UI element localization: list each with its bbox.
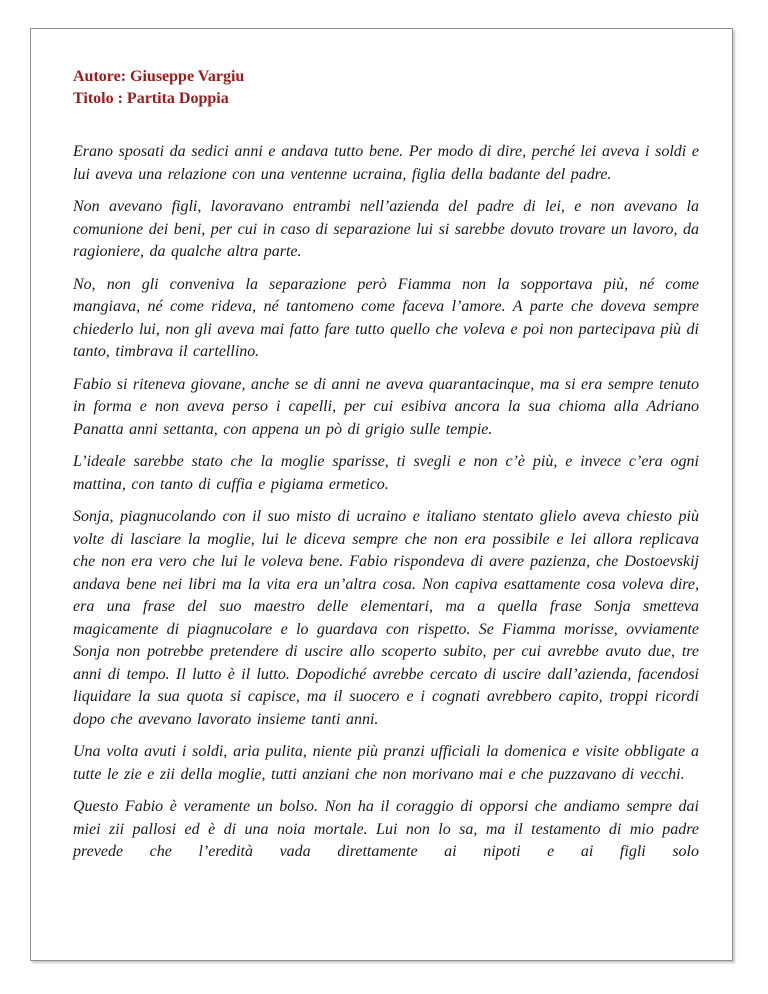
- page-content: [31, 29, 732, 864]
- paragraph: Questo Fabio è veramente un bolso. Non ha il coraggio di opporsi che andiamo sempre dai miei zii pallosi ed è di una noia mortale. Lui non lo sa, ma il testamento di mio padre prevede che l’eredità vada direttamente ai nipoti e ai figli solo: [73, 798, 699, 860]
- paragraph: Sonja, piagnucolando con il suo misto di ucraino e italiano stentato glielo aveva chiesto più volte di lasciare la moglie, lui le diceva sempre che non era possibile e lei allora replicava che non era vero che lui le voleva bene. Fabio rispondeva di avere pazienza, che Dostoevskij andava bene nei libri ma la vita era un’altra cosa. Non capiva esattamente cosa voleva dire, era una frase del suo maestro delle elementari, ma a quella frase Sonja smetteva magicamente di piagnucolare e lo guardava con rispetto. Se Fiamma morisse, ovviamente Sonja non potrebbe pretendere di uscire allo scoperto subito, per cui avrebbe avuto due, tre anni di tempo. Il lutto è il lutto. Dopodiché avrebbe cercato di uscire dall’azienda, facendosi liquidare la sua quota si capisce, ma il suocero e i cognati avrebbero capito, troppi ricordi dopo che avevano lavorato insieme tanti anni.: [73, 508, 699, 728]
- paragraph: Una volta avuti i soldi, aria pulita, niente più pranzi ufficiali la domenica e visite obbligate a tutte le zie e zii della moglie, tutti anziani che non morivano mai e che puzzavano di vecchi.: [73, 743, 699, 783]
- paragraph: No, non gli conveniva la separazione però Fiamma non la sopportava più, né come mangiava, né come rideva, né tantomeno come faceva l’amore. A parte che doveva sempre chiederlo lui, non gli aveva mai fatto fare tutto quello che voleva e poi non partecipava più di tanto, timbrava il cartellino.: [73, 275, 699, 360]
- document-header: [73, 66, 699, 110]
- paragraph: L’ideale sarebbe stato che la moglie sparisse, ti svegli e non c’è più, e invece c’era ogni mattina, con tanto di cuffia e pigiama ermetico.: [73, 453, 699, 493]
- document-page: [30, 28, 733, 961]
- paragraph: Fabio si riteneva giovane, anche se di anni ne aveva quarantacinque, ma si era sempre tenuto in forma e non aveva perso i capelli, per cui esibiva ancora la sua chioma alla Adriano Panatta anni settanta, con appena un pò di grigio sulle tempie.: [73, 375, 699, 438]
- paragraph: Non avevano figli, lavoravano entrambi nell’azienda del padre di lei, e non avevano la comunione dei beni, per cui in caso di separazione lui si sarebbe dovuto trovare un lavoro, da ragioniere, da qualche altra parte.: [73, 198, 699, 260]
- title-line: Titolo : Partita Doppia: [73, 90, 229, 107]
- story-body: [73, 141, 699, 864]
- author-line: Autore: Giuseppe Vargiu: [73, 68, 245, 85]
- paragraph: Erano sposati da sedici anni e andava tutto bene. Per modo di dire, perché lei aveva i soldi e lui aveva una relazione con una ventenne ucraina, figlia della badante del padre.: [73, 143, 699, 183]
